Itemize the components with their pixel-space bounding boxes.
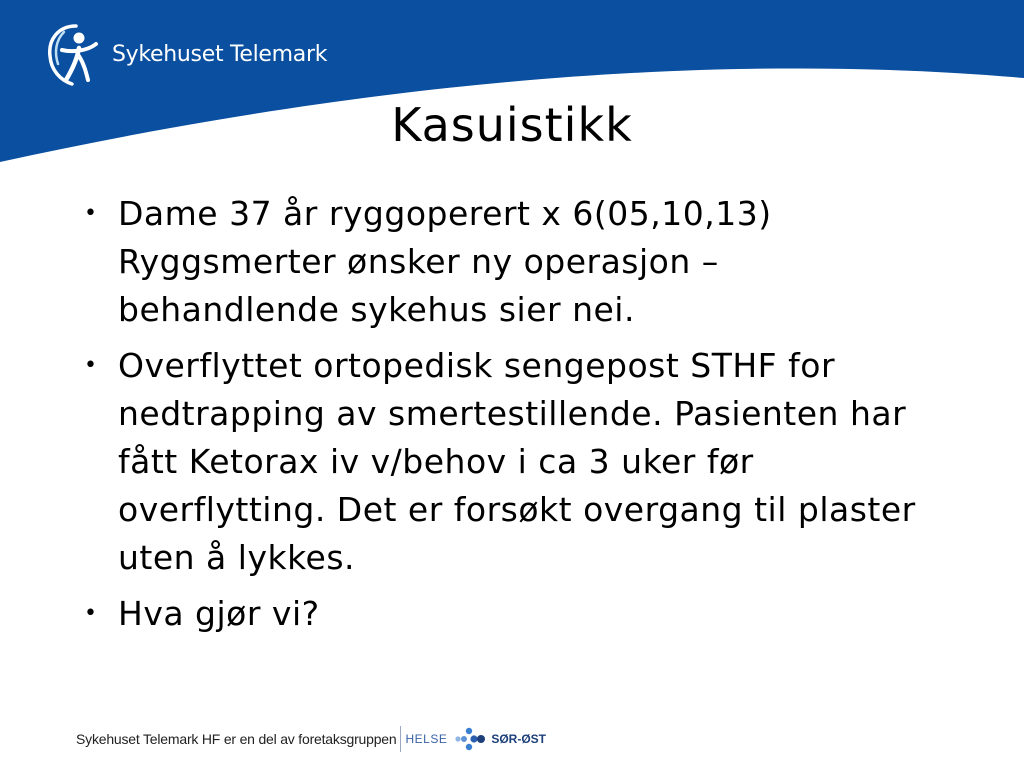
bullet-list bbox=[82, 190, 942, 646]
bullet-text: Overflyttet ortopedisk sengepost STHF for nedtrapping av smertestillende. Pasienten har fått Ketorax iv v/behov i ca 3 uker før overflytting. Det er forsøkt overgang til plaster uten å lykkes. bbox=[118, 346, 916, 577]
bullet-dot-icon: • bbox=[84, 353, 98, 378]
person-figure-icon bbox=[46, 22, 106, 86]
bullet-dot-icon: • bbox=[84, 601, 98, 626]
region-label: SØR-ØST bbox=[491, 732, 547, 746]
logo-text: Sykehuset Telemark bbox=[112, 41, 328, 67]
helse-sor-ost-logo bbox=[400, 726, 546, 752]
helse-label: HELSE bbox=[405, 732, 448, 746]
bullet-dot-icon: • bbox=[84, 201, 98, 226]
bullet-item bbox=[82, 590, 942, 638]
hospital-logo bbox=[46, 22, 327, 86]
bullet-text: Hva gjør vi? bbox=[118, 594, 320, 633]
bullet-item bbox=[82, 342, 942, 582]
slide-title: Kasuistikk bbox=[391, 98, 633, 152]
dots-cross-icon bbox=[451, 726, 487, 752]
footer-text: Sykehuset Telemark HF er en del av foretaksgruppen bbox=[76, 731, 397, 747]
bullet-item bbox=[82, 190, 942, 334]
bullet-text: Dame 37 år ryggoperert x 6(05,10,13) Ryggsmerter ønsker ny operasjon – behandlende sykehus sier nei. bbox=[118, 194, 772, 329]
footer bbox=[76, 726, 546, 752]
